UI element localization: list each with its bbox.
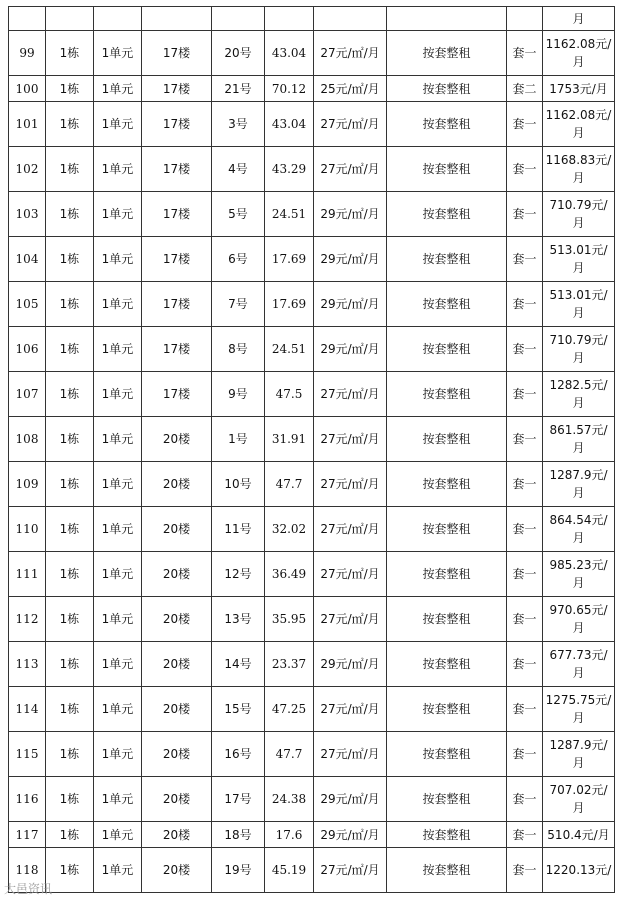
cell-type: 套一 xyxy=(507,192,543,237)
cell-method: 按套整租 xyxy=(387,237,507,282)
cell-method: 按套整租 xyxy=(387,147,507,192)
cell-type: 套一 xyxy=(507,372,543,417)
cell-rent: 1162.08元/月 xyxy=(543,102,615,147)
cell-price: 29元/㎡/月 xyxy=(314,327,387,372)
cell-area: 43.04 xyxy=(265,31,314,76)
cell-no: 117 xyxy=(9,822,46,848)
cell-building: 1栋 xyxy=(46,777,94,822)
cell-unit: 1单元 xyxy=(94,848,142,893)
table-row xyxy=(9,822,615,848)
cell-price: 27元/㎡/月 xyxy=(314,552,387,597)
cell-rent: 513.01元/月 xyxy=(543,237,615,282)
cell-no: 105 xyxy=(9,282,46,327)
cell-price: 25元/㎡/月 xyxy=(314,76,387,102)
cell-floor: 17楼 xyxy=(142,192,212,237)
cell-room: 19号 xyxy=(212,848,265,893)
table-row xyxy=(9,102,615,147)
cell-floor: 17楼 xyxy=(142,327,212,372)
cell-floor: 20楼 xyxy=(142,642,212,687)
cell-area: 31.91 xyxy=(265,417,314,462)
cell-price xyxy=(314,7,387,31)
cell-price: 27元/㎡/月 xyxy=(314,102,387,147)
cell-method: 按套整租 xyxy=(387,31,507,76)
cell-method: 按套整租 xyxy=(387,597,507,642)
cell-building: 1栋 xyxy=(46,417,94,462)
cell-price: 27元/㎡/月 xyxy=(314,507,387,552)
cell-no: 108 xyxy=(9,417,46,462)
table-row xyxy=(9,552,615,597)
cell-price: 29元/㎡/月 xyxy=(314,282,387,327)
cell-building: 1栋 xyxy=(46,282,94,327)
cell-floor: 20楼 xyxy=(142,848,212,893)
cell-building: 1栋 xyxy=(46,552,94,597)
cell-floor: 20楼 xyxy=(142,507,212,552)
cell-price: 29元/㎡/月 xyxy=(314,822,387,848)
cell-rent: 1275.75元/月 xyxy=(543,687,615,732)
cell-unit: 1单元 xyxy=(94,327,142,372)
cell-floor: 17楼 xyxy=(142,147,212,192)
cell-room: 5号 xyxy=(212,192,265,237)
cell-room: 16号 xyxy=(212,732,265,777)
cell-price: 29元/㎡/月 xyxy=(314,642,387,687)
cell-room: 1号 xyxy=(212,417,265,462)
cell-unit: 1单元 xyxy=(94,102,142,147)
cell-area: 23.37 xyxy=(265,642,314,687)
cell-method: 按套整租 xyxy=(387,192,507,237)
cell-room: 14号 xyxy=(212,642,265,687)
cell-floor: 17楼 xyxy=(142,76,212,102)
table-row xyxy=(9,327,615,372)
cell-area: 43.29 xyxy=(265,147,314,192)
cell-price: 29元/㎡/月 xyxy=(314,237,387,282)
cell-unit: 1单元 xyxy=(94,31,142,76)
cell-unit: 1单元 xyxy=(94,192,142,237)
cell-rent: 677.73元/月 xyxy=(543,642,615,687)
cell-rent: 710.79元/月 xyxy=(543,327,615,372)
rental-table xyxy=(8,6,615,893)
cell-area: 17.69 xyxy=(265,282,314,327)
cell-no: 101 xyxy=(9,102,46,147)
cell-area: 24.38 xyxy=(265,777,314,822)
cell-room: 21号 xyxy=(212,76,265,102)
cell-rent: 985.23元/月 xyxy=(543,552,615,597)
cell-building: 1栋 xyxy=(46,848,94,893)
table-row xyxy=(9,31,615,76)
cell-floor: 17楼 xyxy=(142,102,212,147)
cell-rent: 1287.9元/月 xyxy=(543,732,615,777)
cell-method: 按套整租 xyxy=(387,417,507,462)
cell-no xyxy=(9,7,46,31)
cell-rent: 1162.08元/月 xyxy=(543,31,615,76)
cell-no: 107 xyxy=(9,372,46,417)
cell-no: 102 xyxy=(9,147,46,192)
cell-method: 按套整租 xyxy=(387,552,507,597)
cell-method xyxy=(387,7,507,31)
cell-type: 套一 xyxy=(507,642,543,687)
cell-method: 按套整租 xyxy=(387,327,507,372)
cell-no: 111 xyxy=(9,552,46,597)
cell-building: 1栋 xyxy=(46,597,94,642)
cell-price: 27元/㎡/月 xyxy=(314,31,387,76)
cell-room: 3号 xyxy=(212,102,265,147)
cell-rent: 1168.83元/月 xyxy=(543,147,615,192)
cell-floor: 20楼 xyxy=(142,687,212,732)
cell-unit: 1单元 xyxy=(94,372,142,417)
cell-rent: 710.79元/月 xyxy=(543,192,615,237)
cell-type: 套一 xyxy=(507,507,543,552)
cell-building: 1栋 xyxy=(46,76,94,102)
table-row xyxy=(9,417,615,462)
cell-area: 24.51 xyxy=(265,192,314,237)
cell-building: 1栋 xyxy=(46,687,94,732)
cell-room: 9号 xyxy=(212,372,265,417)
cell-no: 103 xyxy=(9,192,46,237)
cell-unit: 1单元 xyxy=(94,552,142,597)
cell-area: 70.12 xyxy=(265,76,314,102)
table-row xyxy=(9,687,615,732)
cell-method: 按套整租 xyxy=(387,102,507,147)
cell-type xyxy=(507,7,543,31)
cell-building xyxy=(46,7,94,31)
cell-no: 116 xyxy=(9,777,46,822)
cell-area xyxy=(265,7,314,31)
cell-method: 按套整租 xyxy=(387,642,507,687)
cell-area: 45.19 xyxy=(265,848,314,893)
cell-rent: 1287.9元/月 xyxy=(543,462,615,507)
cell-building: 1栋 xyxy=(46,372,94,417)
cell-no: 110 xyxy=(9,507,46,552)
cell-type: 套一 xyxy=(507,237,543,282)
cell-no: 99 xyxy=(9,31,46,76)
cell-area: 17.6 xyxy=(265,822,314,848)
table-row xyxy=(9,507,615,552)
cell-room: 15号 xyxy=(212,687,265,732)
cell-area: 43.04 xyxy=(265,102,314,147)
cell-room: 13号 xyxy=(212,597,265,642)
cell-unit: 1单元 xyxy=(94,76,142,102)
cell-area: 36.49 xyxy=(265,552,314,597)
cell-floor: 17楼 xyxy=(142,372,212,417)
cell-price: 29元/㎡/月 xyxy=(314,192,387,237)
cell-unit: 1单元 xyxy=(94,822,142,848)
cell-building: 1栋 xyxy=(46,327,94,372)
cell-room: 11号 xyxy=(212,507,265,552)
cell-area: 47.7 xyxy=(265,732,314,777)
cell-rent: 月 xyxy=(543,7,615,31)
cell-price: 27元/㎡/月 xyxy=(314,417,387,462)
cell-area: 47.7 xyxy=(265,462,314,507)
cell-price: 27元/㎡/月 xyxy=(314,687,387,732)
cell-building: 1栋 xyxy=(46,147,94,192)
cell-rent: 1282.5元/月 xyxy=(543,372,615,417)
table-row xyxy=(9,147,615,192)
cell-room xyxy=(212,7,265,31)
table-row xyxy=(9,732,615,777)
cell-floor: 20楼 xyxy=(142,777,212,822)
cell-room: 17号 xyxy=(212,777,265,822)
cell-method: 按套整租 xyxy=(387,777,507,822)
cell-unit: 1单元 xyxy=(94,597,142,642)
cell-building: 1栋 xyxy=(46,192,94,237)
cell-price: 27元/㎡/月 xyxy=(314,372,387,417)
cell-room: 20号 xyxy=(212,31,265,76)
table-row xyxy=(9,597,615,642)
cell-room: 7号 xyxy=(212,282,265,327)
table-row xyxy=(9,777,615,822)
cell-area: 32.02 xyxy=(265,507,314,552)
cell-building: 1栋 xyxy=(46,822,94,848)
table-row xyxy=(9,642,615,687)
cell-floor: 20楼 xyxy=(142,552,212,597)
cell-floor: 17楼 xyxy=(142,282,212,327)
cell-area: 35.95 xyxy=(265,597,314,642)
cell-unit: 1单元 xyxy=(94,732,142,777)
cell-floor: 20楼 xyxy=(142,462,212,507)
cell-floor xyxy=(142,7,212,31)
cell-rent: 513.01元/月 xyxy=(543,282,615,327)
cell-type: 套一 xyxy=(507,102,543,147)
cell-building: 1栋 xyxy=(46,462,94,507)
cell-unit: 1单元 xyxy=(94,507,142,552)
cell-floor: 20楼 xyxy=(142,732,212,777)
cell-rent: 1753元/月 xyxy=(543,76,615,102)
cell-no: 118 xyxy=(9,848,46,893)
cell-area: 47.25 xyxy=(265,687,314,732)
cell-price: 27元/㎡/月 xyxy=(314,732,387,777)
cell-unit: 1单元 xyxy=(94,777,142,822)
cell-price: 27元/㎡/月 xyxy=(314,848,387,893)
cell-room: 6号 xyxy=(212,237,265,282)
cell-type: 套一 xyxy=(507,327,543,372)
cell-method: 按套整租 xyxy=(387,732,507,777)
table-row xyxy=(9,192,615,237)
cell-no: 115 xyxy=(9,732,46,777)
cell-unit: 1单元 xyxy=(94,642,142,687)
cell-no: 104 xyxy=(9,237,46,282)
table-row xyxy=(9,237,615,282)
cell-rent: 707.02元/月 xyxy=(543,777,615,822)
cell-rent: 970.65元/月 xyxy=(543,597,615,642)
cell-unit: 1单元 xyxy=(94,417,142,462)
cell-building: 1栋 xyxy=(46,642,94,687)
cell-method: 按套整租 xyxy=(387,282,507,327)
cell-type: 套一 xyxy=(507,597,543,642)
cell-building: 1栋 xyxy=(46,237,94,282)
cell-rent: 864.54元/月 xyxy=(543,507,615,552)
cell-area: 47.5 xyxy=(265,372,314,417)
cell-area: 24.51 xyxy=(265,327,314,372)
cell-type: 套一 xyxy=(507,552,543,597)
cell-room: 12号 xyxy=(212,552,265,597)
cell-building: 1栋 xyxy=(46,31,94,76)
cell-floor: 20楼 xyxy=(142,822,212,848)
cell-unit: 1单元 xyxy=(94,282,142,327)
cell-method: 按套整租 xyxy=(387,822,507,848)
cell-method: 按套整租 xyxy=(387,462,507,507)
cell-type: 套一 xyxy=(507,777,543,822)
cell-method: 按套整租 xyxy=(387,687,507,732)
cell-price: 29元/㎡/月 xyxy=(314,777,387,822)
cell-building: 1栋 xyxy=(46,507,94,552)
table-row xyxy=(9,282,615,327)
cell-price: 27元/㎡/月 xyxy=(314,597,387,642)
cell-room: 18号 xyxy=(212,822,265,848)
cell-unit: 1单元 xyxy=(94,147,142,192)
cell-floor: 20楼 xyxy=(142,597,212,642)
cell-room: 10号 xyxy=(212,462,265,507)
cell-floor: 17楼 xyxy=(142,31,212,76)
cell-no: 114 xyxy=(9,687,46,732)
cell-unit: 1单元 xyxy=(94,462,142,507)
cell-building: 1栋 xyxy=(46,102,94,147)
cell-floor: 17楼 xyxy=(142,237,212,282)
cell-type: 套一 xyxy=(507,687,543,732)
cell-area: 17.69 xyxy=(265,237,314,282)
cell-method: 按套整租 xyxy=(387,76,507,102)
cell-no: 100 xyxy=(9,76,46,102)
cell-method: 按套整租 xyxy=(387,848,507,893)
cell-no: 106 xyxy=(9,327,46,372)
cell-method: 按套整租 xyxy=(387,507,507,552)
cell-rent: 510.4元/月 xyxy=(543,822,615,848)
table-row xyxy=(9,848,615,893)
cell-type: 套一 xyxy=(507,147,543,192)
cell-unit xyxy=(94,7,142,31)
cell-method: 按套整租 xyxy=(387,372,507,417)
cell-unit: 1单元 xyxy=(94,687,142,732)
cell-type: 套一 xyxy=(507,732,543,777)
cell-no: 113 xyxy=(9,642,46,687)
table-row-partial xyxy=(9,7,615,31)
cell-building: 1栋 xyxy=(46,732,94,777)
table-row xyxy=(9,76,615,102)
cell-floor: 20楼 xyxy=(142,417,212,462)
table-row xyxy=(9,462,615,507)
cell-type: 套二 xyxy=(507,76,543,102)
cell-type: 套一 xyxy=(507,282,543,327)
cell-type: 套一 xyxy=(507,417,543,462)
cell-room: 8号 xyxy=(212,327,265,372)
cell-type: 套一 xyxy=(507,848,543,893)
cell-rent: 861.57元/月 xyxy=(543,417,615,462)
watermark: 大邑资讯 xyxy=(4,882,53,896)
cell-type: 套一 xyxy=(507,462,543,507)
cell-price: 27元/㎡/月 xyxy=(314,462,387,507)
cell-unit: 1单元 xyxy=(94,237,142,282)
cell-no: 109 xyxy=(9,462,46,507)
cell-rent: 1220.13元/ xyxy=(543,848,615,893)
cell-no: 112 xyxy=(9,597,46,642)
cell-type: 套一 xyxy=(507,31,543,76)
cell-type: 套一 xyxy=(507,822,543,848)
cell-room: 4号 xyxy=(212,147,265,192)
table-row xyxy=(9,372,615,417)
cell-price: 27元/㎡/月 xyxy=(314,147,387,192)
